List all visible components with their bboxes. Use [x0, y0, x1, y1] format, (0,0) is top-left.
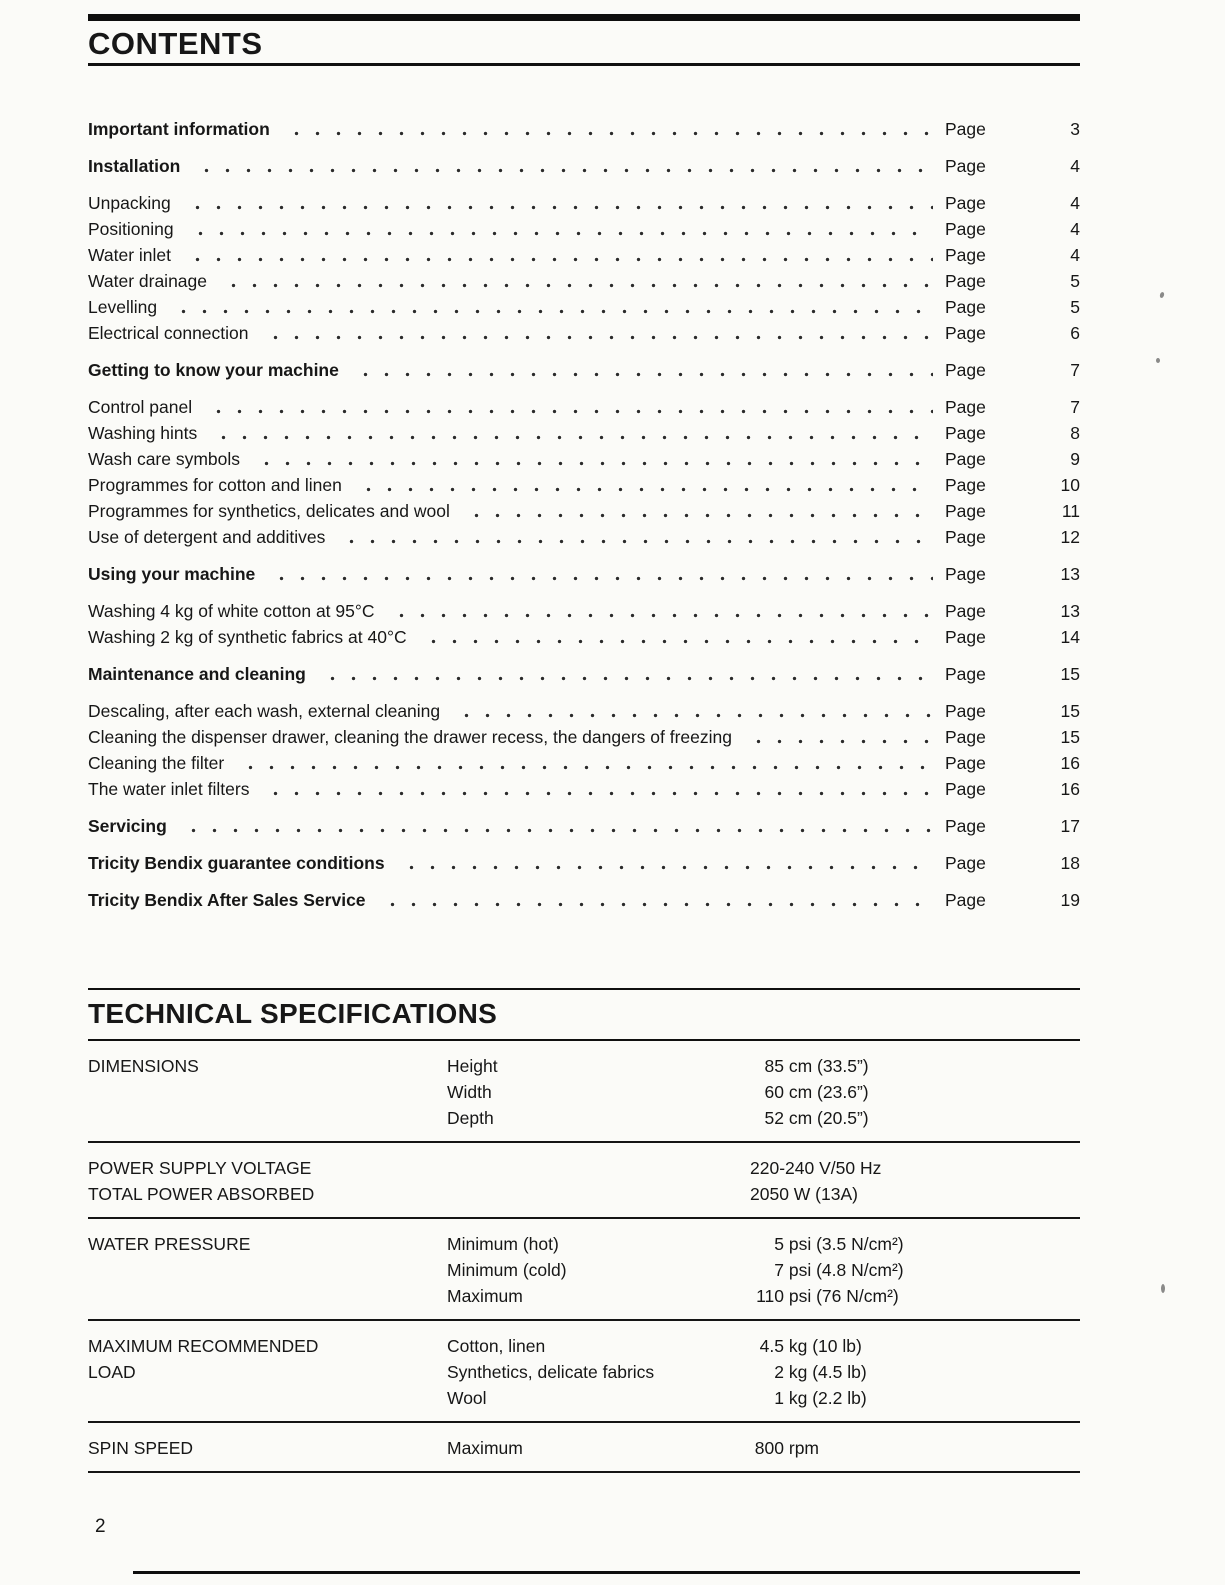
dot-leader [356, 486, 933, 493]
spec-name: POWER SUPPLY VOLTAGE [88, 1158, 312, 1178]
spec-row [88, 1219, 1080, 1321]
toc-page-number: 15 [1060, 700, 1080, 721]
toc-page-word: Page [945, 600, 986, 621]
toc-entry-label: Tricity Bendix After Sales Service [88, 889, 366, 910]
toc-page-word: Page [945, 700, 986, 721]
spec-row [88, 1321, 1080, 1423]
spec-name: TOTAL POWER ABSORBED [88, 1184, 315, 1204]
contents-title: CONTENTS [88, 26, 263, 61]
dot-leader [185, 256, 933, 263]
toc-entry-label: Descaling, after each wash, external cleaning [88, 700, 441, 721]
toc-page-number: 6 [1070, 322, 1080, 343]
toc-entry [88, 724, 1080, 750]
spec-subitem: Synthetics, delicate fabrics [447, 1362, 655, 1382]
dot-leader [320, 675, 933, 682]
toc-page-number: 15 [1060, 663, 1080, 684]
spec-name: SPIN SPEED [88, 1438, 194, 1458]
toc-page-number: 18 [1060, 852, 1080, 873]
toc-entry-label: Programmes for synthetics, delicates and wool [88, 500, 450, 521]
dot-leader [211, 434, 933, 441]
toc-entry [88, 216, 1080, 242]
spec-value-qty: 2050 [750, 1184, 789, 1204]
toc-page-word: Page [945, 155, 986, 176]
toc-entry [88, 320, 1080, 346]
spec-value-qty: 220-240 [750, 1158, 815, 1178]
dot-leader [263, 790, 933, 797]
toc-page-word: Page [945, 563, 986, 584]
dot-leader [263, 334, 934, 341]
spec-subitem: Minimum (cold) [447, 1260, 567, 1280]
spec-value-qty: 1 [774, 1388, 784, 1408]
toc-entry [88, 446, 1080, 472]
dot-leader [353, 371, 933, 378]
toc-page-number: 10 [1060, 474, 1080, 495]
spec-subitem [447, 1155, 750, 1181]
toc-entry [88, 498, 1080, 524]
toc-entry-label: Washing 2 kg of synthetic fabrics at 40°C [88, 626, 407, 647]
toc-entry [88, 116, 1080, 142]
spec-value-column [750, 1333, 1080, 1411]
toc-page-word: Page [945, 852, 986, 873]
spec-name-column [88, 1435, 447, 1461]
spec-value-qty: 2 [774, 1362, 784, 1382]
spec-value-qty: 110 [756, 1286, 784, 1306]
toc-page-word: Page [945, 889, 986, 910]
toc-entry [88, 750, 1080, 776]
toc-entry-label: Positioning [88, 218, 174, 239]
top-rule [88, 14, 1080, 21]
toc-entry [88, 776, 1080, 802]
toc-entry-label: Important information [88, 118, 270, 139]
toc-page-word: Page [945, 244, 986, 265]
toc-page-number: 12 [1060, 526, 1080, 547]
toc-page-word: Page [945, 192, 986, 213]
toc-entry-label: Getting to know your machine [88, 359, 339, 380]
toc-page-word: Page [945, 322, 986, 343]
toc-entry-label: Levelling [88, 296, 158, 317]
toc-entry [88, 420, 1080, 446]
toc-page-word: Page [945, 726, 986, 747]
toc-page-number: 4 [1070, 218, 1080, 239]
toc-entry [88, 357, 1080, 383]
spec-name: DIMENSIONS [88, 1056, 199, 1076]
toc-entry-label: Tricity Bendix guarantee conditions [88, 852, 385, 873]
dot-leader [269, 575, 933, 582]
toc-page-word: Page [945, 626, 986, 647]
toc-entry [88, 598, 1080, 624]
toc-page-word: Page [945, 118, 986, 139]
spec-value: 52 cm (20.5”) [750, 1105, 1080, 1131]
toc-page-number: 17 [1060, 815, 1080, 836]
toc-page-number: 7 [1070, 396, 1080, 417]
dot-leader [380, 901, 933, 908]
toc-entry-label: Installation [88, 155, 181, 176]
spec-subitem: Maximum [447, 1286, 523, 1306]
spec-subitem: Width [447, 1082, 492, 1102]
spec-name: MAXIMUM RECOMMENDED [88, 1336, 319, 1356]
spec-subitem-column [447, 1155, 750, 1207]
toc-page-number: 13 [1060, 563, 1080, 584]
spec-value: 800 rpm [750, 1435, 1080, 1461]
toc-page-number: 13 [1060, 600, 1080, 621]
spec-value-qty: 7 [774, 1260, 784, 1280]
spec-subitem-column [447, 1231, 750, 1309]
toc-entry-label: Control panel [88, 396, 193, 417]
toc-page-number: 16 [1060, 752, 1080, 773]
spec-subitem: Depth [447, 1108, 494, 1128]
toc-page-word: Page [945, 752, 986, 773]
folio-page-number: 2 [95, 1516, 106, 1537]
spec-value-qty: 85 [764, 1056, 784, 1076]
toc-page-word: Page [945, 422, 986, 443]
spec-value: 85 cm (33.5”) [750, 1053, 1080, 1079]
toc-page-number: 8 [1070, 422, 1080, 443]
spec-value: 2 kg (4.5 lb) [750, 1359, 1080, 1385]
spec-value: 1 kg (2.2 lb) [750, 1385, 1080, 1411]
dot-leader [454, 712, 933, 719]
toc-entry-label: Servicing [88, 815, 167, 836]
toc-entry [88, 294, 1080, 320]
spec-subitem-column [447, 1053, 750, 1131]
dot-leader [464, 512, 933, 519]
spec-value: 110 psi (76 N/cm²) [750, 1283, 1080, 1309]
dot-leader [171, 308, 933, 315]
specs-title: TECHNICAL SPECIFICATIONS [88, 998, 498, 1029]
spec-name-column [88, 1155, 447, 1207]
spec-value-qty: 4.5 [759, 1336, 784, 1356]
specs-top-rule [88, 988, 1080, 990]
dot-leader [194, 167, 933, 174]
spec-value-column [750, 1435, 1080, 1461]
toc-entry [88, 153, 1080, 179]
spec-value-qty: 800 [754, 1438, 784, 1458]
spec-value: 2050 W (13A) [750, 1181, 1080, 1207]
toc-page-word: Page [945, 526, 986, 547]
spec-row [88, 1143, 1080, 1219]
spec-value-column [750, 1155, 1080, 1207]
toc-entry-label: Programmes for cotton and linen [88, 474, 342, 495]
spec-subitem: Wool [447, 1388, 487, 1408]
toc-page-word: Page [945, 448, 986, 469]
dot-leader [206, 408, 933, 415]
toc-entry-label: Water inlet [88, 244, 171, 265]
toc-entry [88, 524, 1080, 550]
toc-page-word: Page [945, 474, 986, 495]
spec-row [88, 1041, 1080, 1143]
dot-leader [389, 612, 933, 619]
toc-page-word: Page [945, 500, 986, 521]
toc-entry-label: Washing hints [88, 422, 198, 443]
toc-entry [88, 268, 1080, 294]
dot-leader [181, 827, 933, 834]
toc-entry [88, 472, 1080, 498]
spec-subitem: Cotton, linen [447, 1336, 546, 1356]
spec-value: 5 psi (3.5 N/cm²) [750, 1231, 1080, 1257]
spec-subitem: Minimum (hot) [447, 1234, 559, 1254]
scan-speck [1161, 1284, 1165, 1293]
toc-entry-label: Maintenance and cleaning [88, 663, 306, 684]
spec-subitem-column [447, 1435, 750, 1461]
spec-value: 4.5 kg (10 lb) [750, 1333, 1080, 1359]
spec-value: 60 cm (23.6”) [750, 1079, 1080, 1105]
spec-value-qty: 5 [774, 1234, 784, 1254]
spec-name: LOAD [88, 1362, 136, 1382]
toc-entry [88, 813, 1080, 839]
spec-subitem: Maximum [447, 1438, 523, 1458]
toc-page-word: Page [945, 359, 986, 380]
spec-value-qty: 60 [764, 1082, 784, 1102]
toc-entry-label: Cleaning the dispenser drawer, cleaning the drawer recess, the dangers of freezing [88, 726, 732, 747]
toc-entry-label: Unpacking [88, 192, 171, 213]
toc-page-word: Page [945, 218, 986, 239]
spec-value-column [750, 1053, 1080, 1131]
toc-page-number: 11 [1061, 500, 1080, 521]
specs-section [88, 988, 1080, 1473]
toc-page-number: 7 [1070, 359, 1080, 380]
toc-page-number: 15 [1060, 726, 1080, 747]
toc-entry [88, 698, 1080, 724]
toc-entry-label: Cleaning the filter [88, 752, 225, 773]
toc-page-word: Page [945, 396, 986, 417]
dot-leader [254, 460, 933, 467]
toc-entry [88, 661, 1080, 687]
toc-page-number: 4 [1070, 155, 1080, 176]
toc-page-number: 5 [1070, 270, 1080, 291]
toc-page-number: 9 [1070, 448, 1080, 469]
toc-entry [88, 561, 1080, 587]
toc-page-number: 16 [1060, 778, 1080, 799]
spec-subitem [447, 1181, 750, 1207]
dot-leader [339, 538, 933, 545]
spec-row [88, 1423, 1080, 1473]
toc-entry-label: Electrical connection [88, 322, 249, 343]
toc-page-word: Page [945, 663, 986, 684]
toc-entry-label: The water inlet filters [88, 778, 250, 799]
spec-name: WATER PRESSURE [88, 1234, 251, 1254]
spec-value: 220-240 V/50 Hz [750, 1155, 1080, 1181]
dot-leader [188, 230, 933, 237]
toc-entry-label: Using your machine [88, 563, 256, 584]
toc-page-number: 14 [1060, 626, 1080, 647]
spec-value: 7 psi (4.8 N/cm²) [750, 1257, 1080, 1283]
specs-table [88, 1041, 1080, 1473]
toc-page-number: 4 [1070, 244, 1080, 265]
dot-leader [746, 738, 933, 745]
toc-entry [88, 624, 1080, 650]
toc-page-word: Page [945, 270, 986, 291]
scan-speck [1156, 358, 1160, 363]
toc-page-number: 3 [1070, 118, 1080, 139]
toc-entry [88, 887, 1080, 913]
dot-leader [421, 638, 933, 645]
toc-page-word: Page [945, 778, 986, 799]
scan-speck [1159, 292, 1165, 299]
toc-entry [88, 394, 1080, 420]
dot-leader [284, 130, 933, 137]
toc-entry [88, 242, 1080, 268]
toc-entry-label: Use of detergent and additives [88, 526, 326, 547]
spec-value-qty: 52 [764, 1108, 784, 1128]
spec-subitem-column [447, 1333, 750, 1411]
dot-leader [399, 864, 933, 871]
toc-page-number: 19 [1060, 889, 1080, 910]
toc-page-word: Page [945, 815, 986, 836]
toc-entry [88, 850, 1080, 876]
toc-entry-label: Water drainage [88, 270, 207, 291]
toc-entry [88, 190, 1080, 216]
bottom-rule [133, 1571, 1080, 1574]
spec-name-column [88, 1231, 447, 1309]
spec-name-column [88, 1333, 447, 1411]
dot-leader [221, 282, 933, 289]
toc-page-number: 4 [1070, 192, 1080, 213]
toc-entry-label: Washing 4 kg of white cotton at 95°C [88, 600, 375, 621]
toc-list [88, 66, 1080, 924]
toc-page-number: 5 [1070, 296, 1080, 317]
dot-leader [238, 764, 933, 771]
toc-entry-label: Wash care symbols [88, 448, 241, 469]
toc-page-word: Page [945, 296, 986, 317]
spec-value-column [750, 1231, 1080, 1309]
spec-subitem: Height [447, 1056, 498, 1076]
spec-name-column [88, 1053, 447, 1131]
dot-leader [185, 204, 933, 211]
